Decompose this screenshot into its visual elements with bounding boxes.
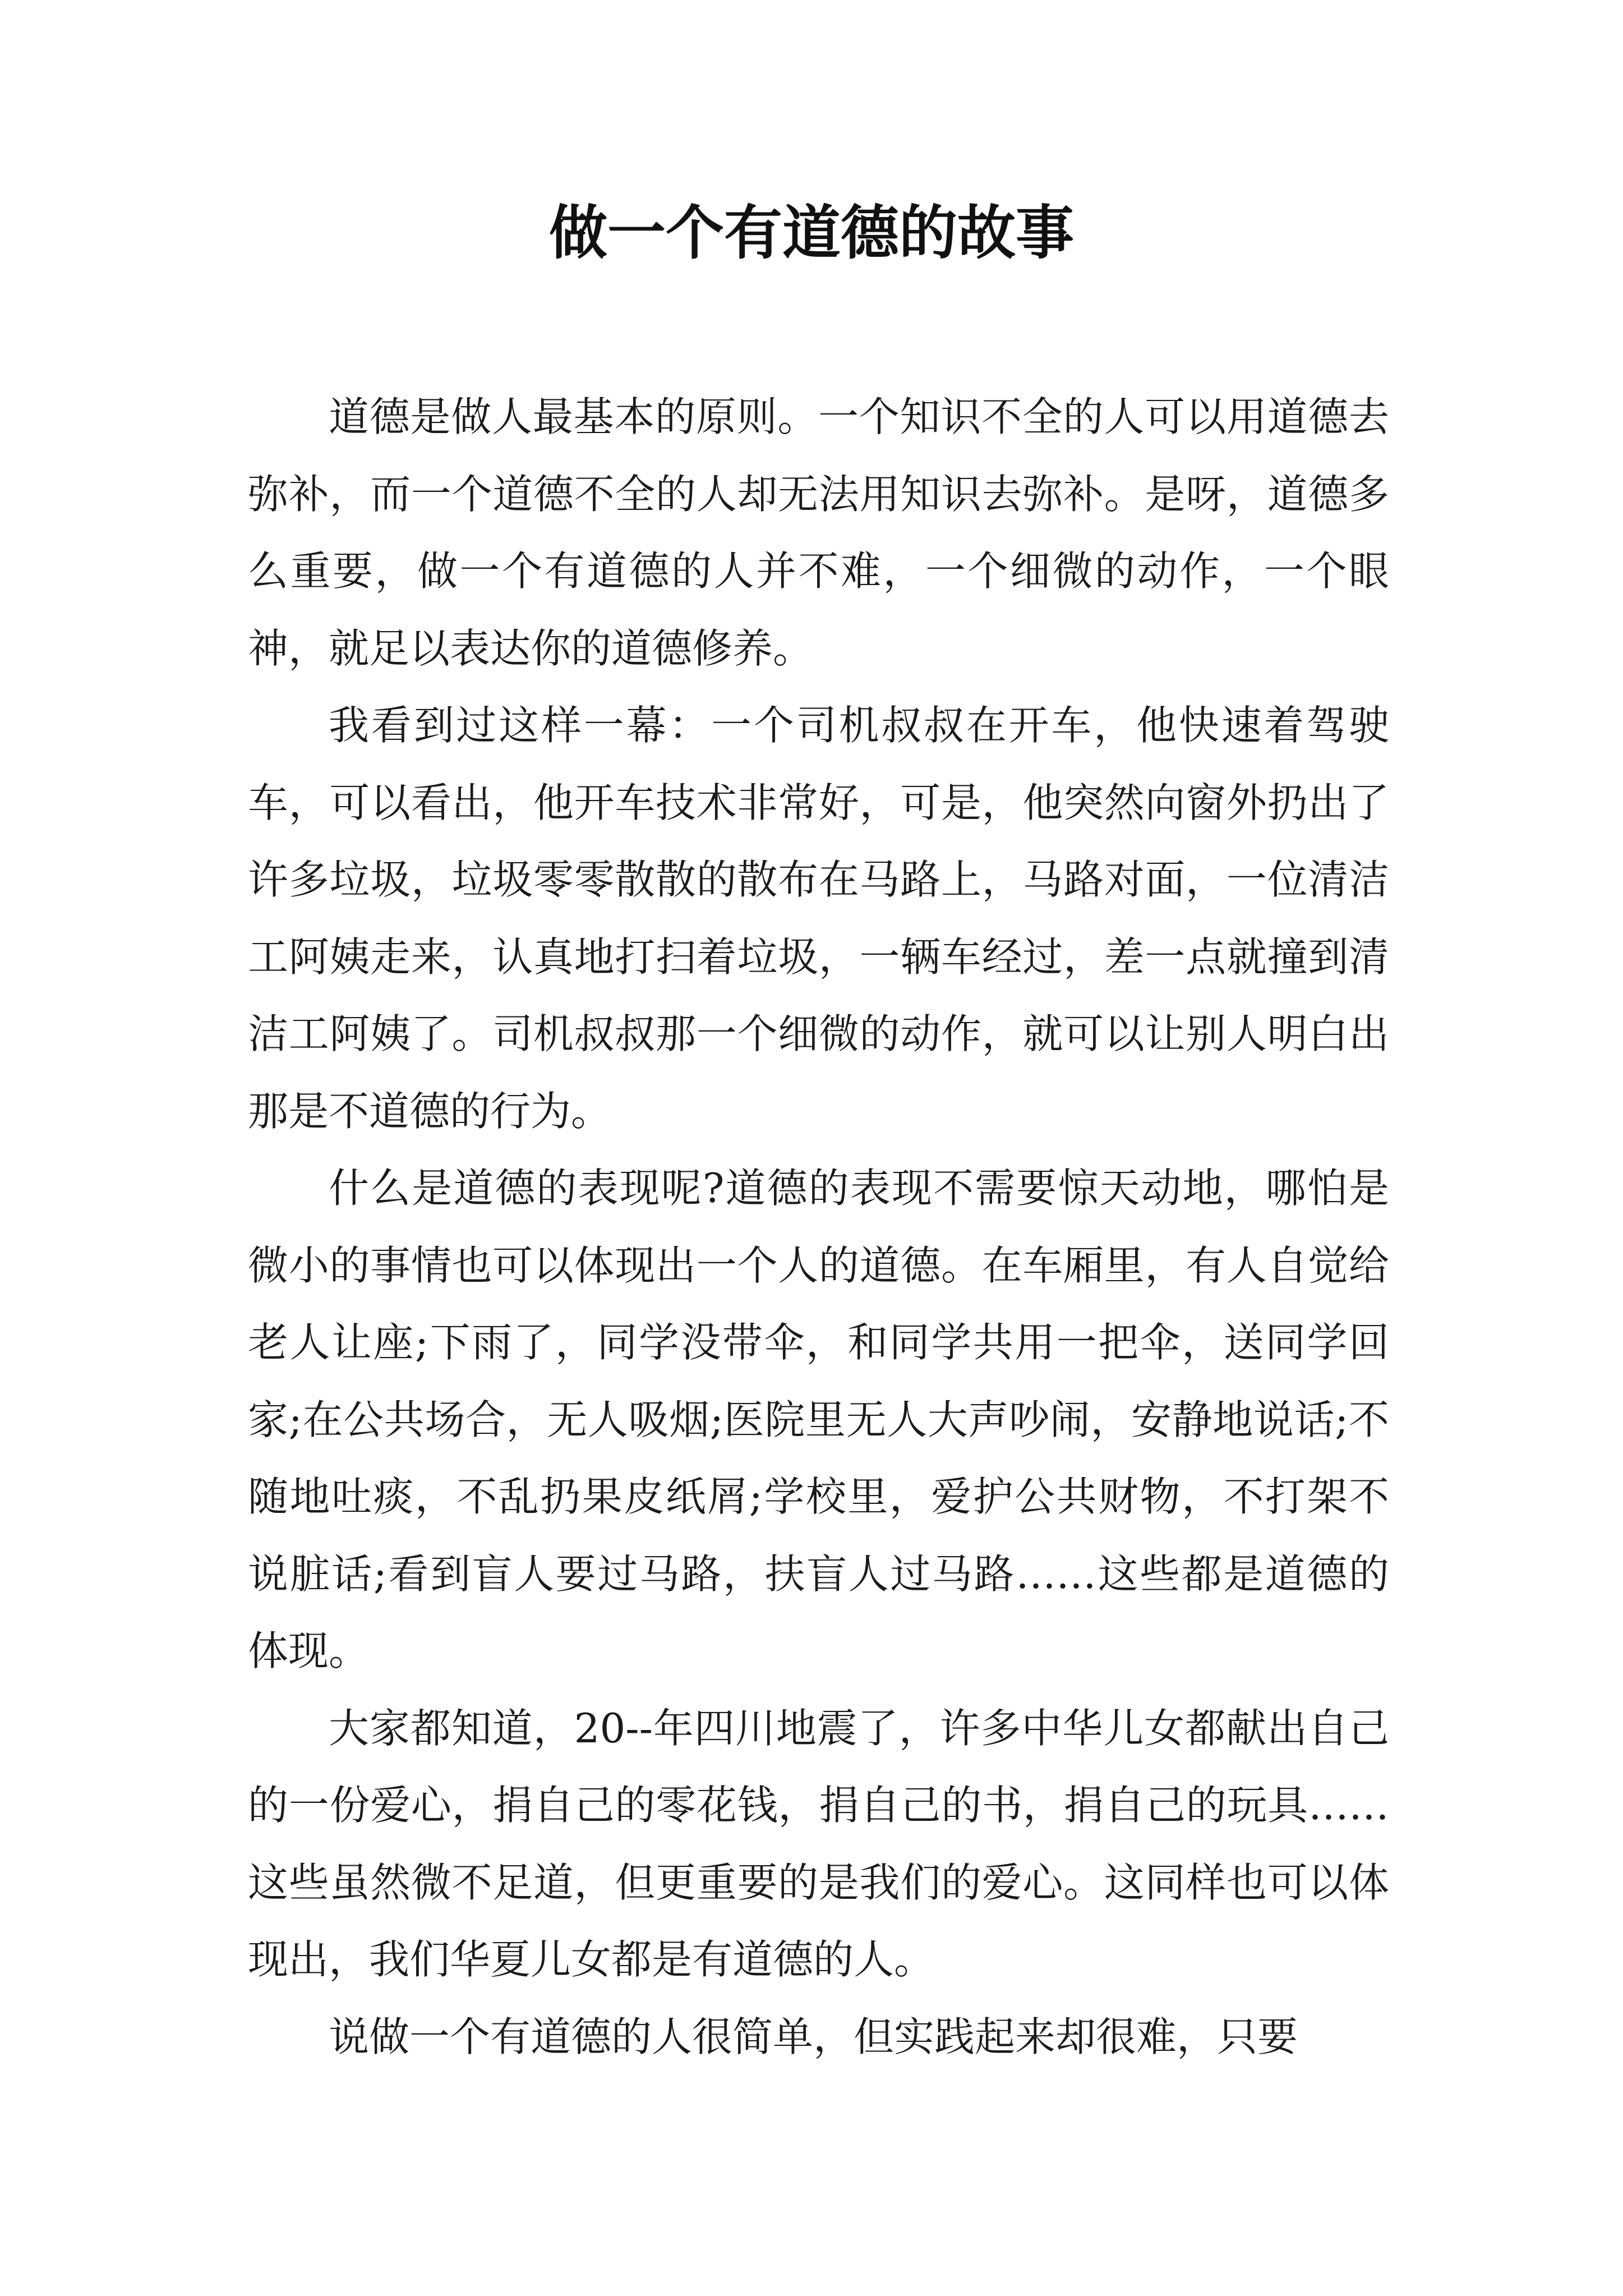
paragraph: 说做一个有道德的人很简单，但实践起来却很难，只要 <box>329 2013 1298 2060</box>
paragraph: 什么是道德的表现呢?道德的表现不需要惊天动地，哪怕是微小的事情也可以体现出一个人的道德。在车厢里，有人自觉给老人让座;下雨了，同学没带伞，和同学共用一把伞，送同学回家;在公共场合，无人吸烟;医院里无人大声吵闹，安静地说话;不随地吐痰，不乱扔果皮纸屑;学校里，爱护公共财物，不打架不说脏话;看到盲人要过马路，扶盲人过马路……这些都是道德的体现。 <box>248 1165 1389 1674</box>
paragraph: 我看到过这样一幕：一个司机叔叔在开车，他快速着驾驶车，可以看出，他开车技术非常好，可是，他突然向窗外扔出了许多垃圾，垃圾零零散散的散布在马路上，马路对面，一位清洁工阿姨走来，认真地打扫着垃圾，一辆车经过，差一点就撞到清洁工阿姨了。司机叔叔那一个细微的动作，就可以让别人明白出那是不道德的行为。 <box>248 702 1389 1135</box>
document-body <box>248 379 1389 2076</box>
paragraph: 道德是做人最基本的原则。一个知识不全的人可以用道德去弥补，而一个道德不全的人却无法用知识去弥补。是呀，道德多么重要，做一个有道德的人并不难，一个细微的动作，一个眼神，就足以表达你的道德修养。 <box>248 393 1389 672</box>
paragraph: 大家都知道，20--年四川地震了，许多中华儿女都献出自己的一份爱心，捐自己的零花钱，捐自己的书，捐自己的玩具……这些虽然微不足道，但更重要的是我们的爱心。这同样也可以体现出，我们华夏儿女都是有道德的人。 <box>248 1704 1389 1983</box>
document-title: 做一个有道德的故事 <box>548 198 1074 267</box>
